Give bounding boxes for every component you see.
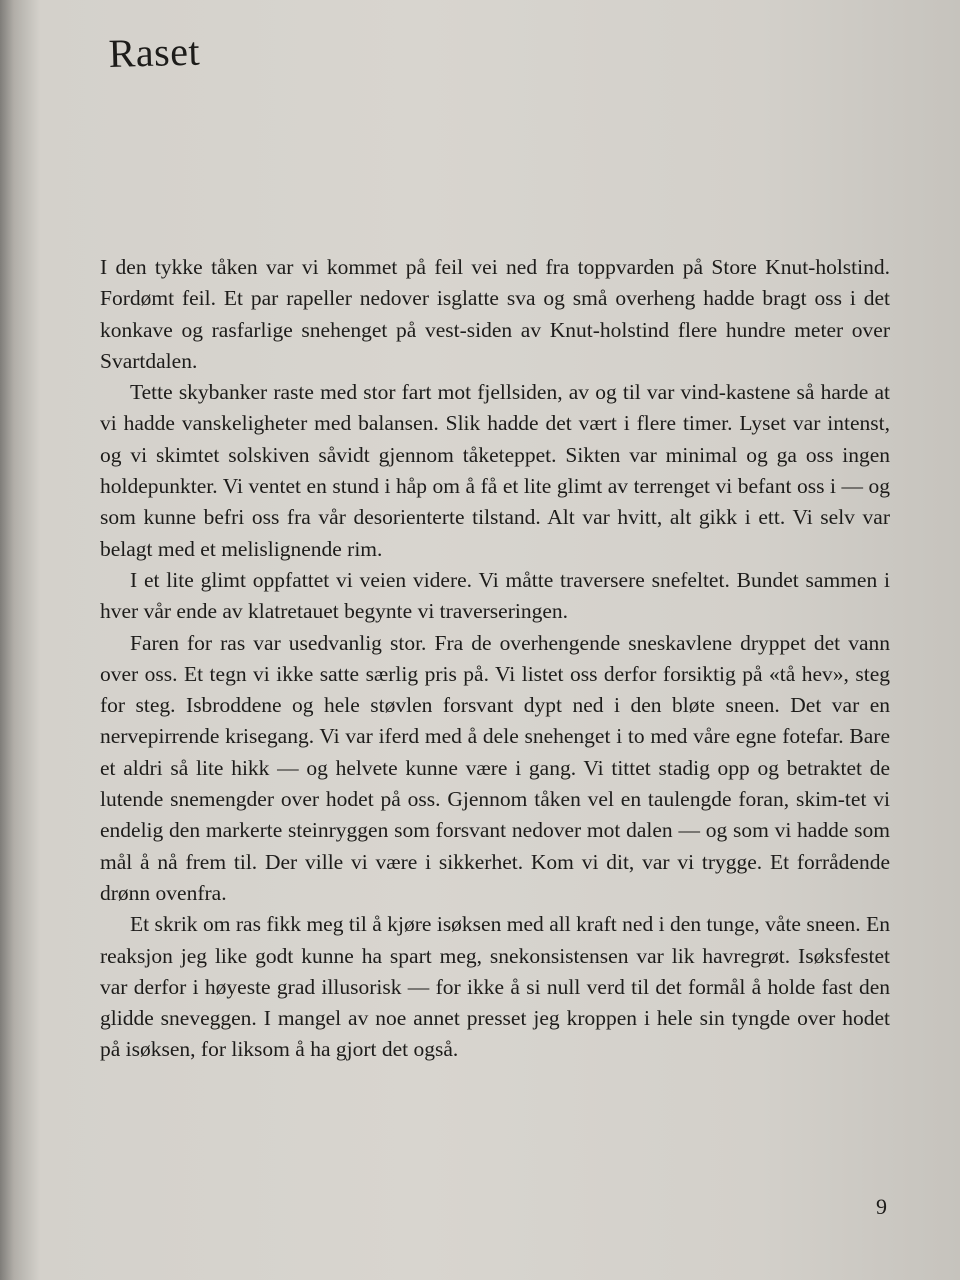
- chapter-title: Raset: [108, 28, 201, 76]
- paragraph: I den tykke tåken var vi kommet på feil vei ned fra toppvarden på Store Knut-holstind. Fordømt feil. Et par rapeller nedover isglatte sva og små overheng hadde bragt oss i det konkave og rasfarlige snehenget på vest-siden av Knut-holstind flere hundre meter over Svartdalen.: [100, 255, 890, 373]
- page-number: 9: [876, 1194, 887, 1219]
- paragraph: Tette skybanker raste med stor fart mot fjellsiden, av og til var vind-kastene så harde at vi hadde vanskeligheter med balansen. Slik hadde det vært i flere timer. Lyset var intenst, og vi skimtet solskiven såvidt gjennom tåketeppet. Sikten var minimal og ga oss ingen holdepunkter. Vi ventet en stund i håp om å få et lite glimt av terrenget vi befant oss i — og som kunne befri oss fra vår desorienterte tilstand. Alt var hvitt, alt gikk i ett. Vi selv var belagt med et melislignende rim.: [100, 380, 890, 561]
- paragraph: I et lite glimt oppfattet vi veien videre. Vi måtte traversere snefeltet. Bundet sammen i hver vår ende av klatretauet begynte vi traverseringen.: [100, 567, 890, 624]
- paragraph: Faren for ras var usedvanlig stor. Fra de overhengende sneskavlene dryppet det vann over oss. Et tegn vi ikke satte særlig pris på. Vi listet oss derfor forsiktig på «tå hev», steg for steg. Isbroddene og hele støvlen forsvant dypt ned i den bløte sneen. Det var en nervepirrende krisegang. Vi var iferd med å dele snehenget i to med våre egne fotefar. Bare et aldri så lite hikk — og helvete kunne være i gang. Vi tittet stadig opp og betraktet de lutende snemengder over hodet på oss. Gjennom tåken vel en taulengde foran, skim-tet vi endelig den markerte steinryggen som forsvant nedover mot dalen — og som vi hadde som mål å nå frem til. Der ville vi være i sikkerhet. Kom vi dit, var vi trygge. Et forrådende drønn ovenfra.: [100, 630, 890, 905]
- chapter-body: [100, 252, 890, 1066]
- paragraph: Et skrik om ras fikk meg til å kjøre isøksen med all kraft ned i den tunge, våte sneen. En reaksjon jeg like godt kunne ha spart meg, snekonsistensen var lik havregrøt. Isøksfestet var derfor i høyeste grad illusorisk — for ikke å si null verd til det formål å holde fast den glidde sneveggen. I mangel av noe annet presset jeg kroppen i hele sin tyngde over hodet på isøksen, for liksom å ha gjort det også.: [100, 912, 890, 1062]
